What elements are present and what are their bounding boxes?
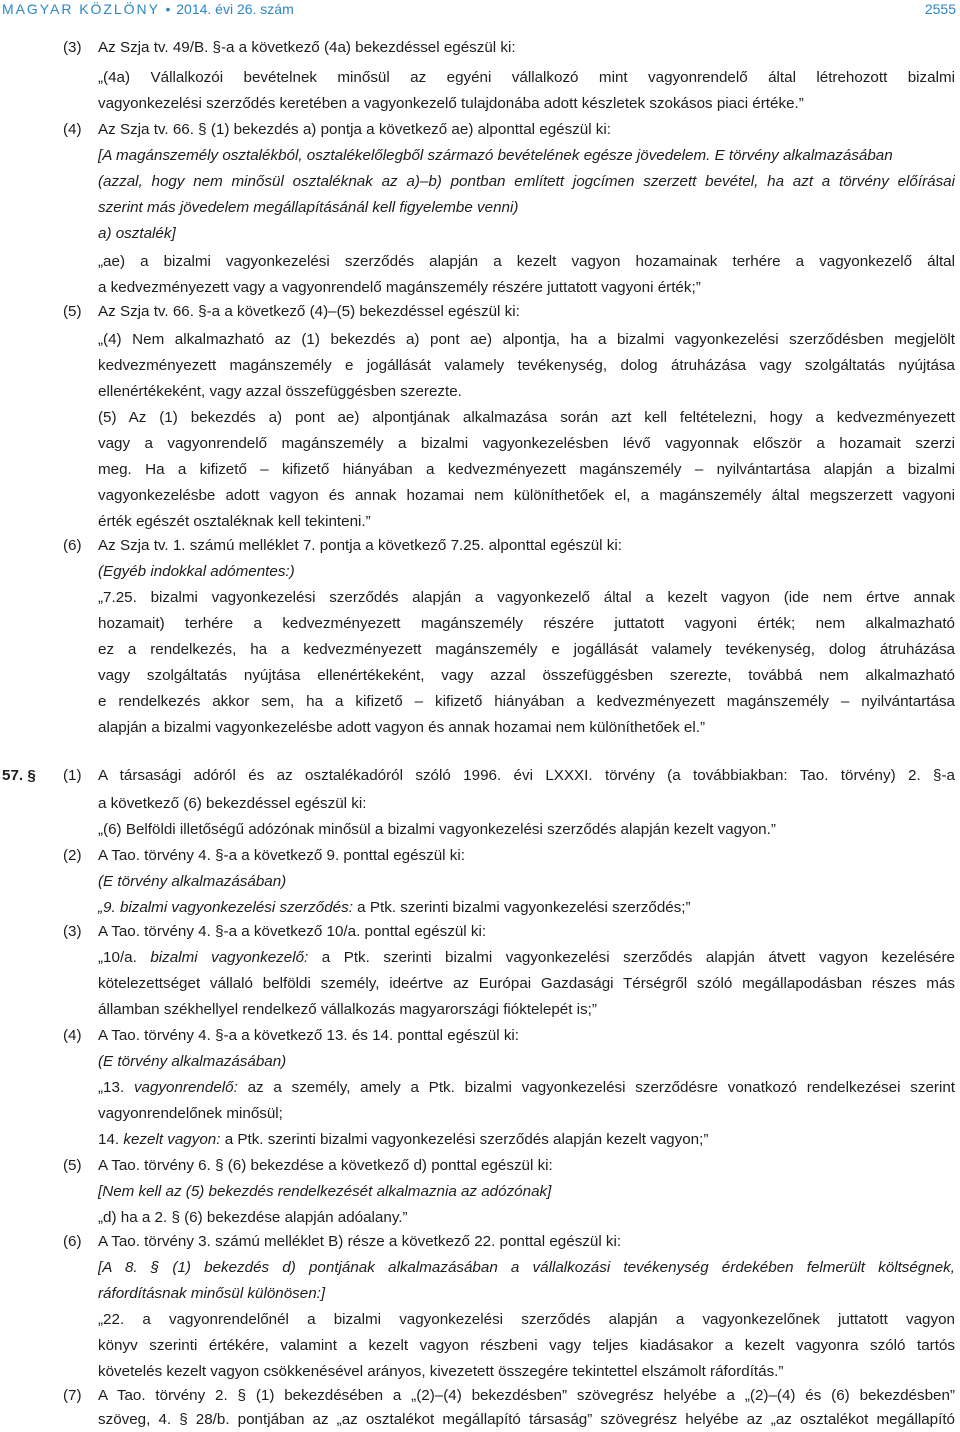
paragraph-intro: a következő (6) bekezdéssel egészül ki: — [98, 795, 367, 812]
amendment-text: ellenértékeként, vagy azzal összefüggésben szerezte. — [98, 383, 462, 400]
amendment-text: vagy a vagyonrendelő magánszemély a bizalmi vagyonkezelésben lévő vagyonnak először a hozamait szerzi — [98, 435, 955, 452]
paragraph-number: (5) — [63, 1157, 82, 1174]
paragraph-intro: A Tao. törvény 3. számú melléklet B) része a következő 22. ponttal egészül ki: — [98, 1233, 622, 1250]
amendment-text: „d) ha a 2. § (6) bekezdése alapján adóalany.” — [98, 1209, 408, 1226]
amendment-text: ez a rendelkezés, ha a kedvezményezett magánszemély e jogállását valamely tevékenység, dolog átruházása — [98, 641, 955, 658]
amendment-text: „22. a vagyonrendelőnél a bizalmi vagyonkezelési szerződés alapján a vagyonkezelőnek juttatott vagyon — [98, 1311, 955, 1328]
context-text: szerint más jövedelem megállapításánál kell figyelembe venni) — [98, 199, 519, 216]
amendment-text: meg. Ha a kifizető – kifizető hiányában a kedvezményezett magánszemély – nyilvántartása alapján a bizalmi — [98, 461, 955, 478]
paragraph-number: (4) — [63, 1027, 82, 1044]
amendment-text: vagy szolgáltatás nyújtása ellenértékeként, vagy azzal összefüggésben szerezte, továbbá nem alkalmazható — [98, 667, 955, 684]
paragraph-number: (1) — [63, 767, 82, 784]
amendment-text: államban székhellyel rendelkező vállalkozás magyarországi fióktelepét is;” — [98, 1001, 597, 1018]
amendment-text: kötelezettséget vállaló belföldi személy, ideértve az Európai Gazdasági Térségről szóló megállapodásban részes más — [98, 975, 955, 992]
paragraph-intro: szöveg, 4. § 28/b. pontjában az „az osztalékot megállapító társaság” szövegrész helyébe az „az osztalékot megállapító — [98, 1411, 955, 1428]
amendment-text: vagyonkezelési szerződés keretében a vagyonkezelő tulajdonába adott készletek szokásos piaci értéke.” — [98, 95, 804, 112]
amendment-text: a kedvezményezett vagy a vagyonrendelő magánszemély részére juttatott vagyoni érték;” — [98, 279, 701, 296]
paragraph-number: (6) — [63, 537, 82, 554]
paragraph-intro: Az Szja tv. 1. számú melléklet 7. pontja a következő 7.25. alponttal egészül ki: — [98, 537, 622, 554]
paragraph-number: (3) — [63, 39, 82, 56]
paragraph-intro: A társasági adóról és az osztalékadóról szóló 1996. évi LXXXI. törvény (a továbbiakban: Tao. törvény) 2. §-a — [98, 767, 955, 784]
page-number: 2555 — [924, 1, 956, 17]
amendment-text: „13. vagyonrendelő: az a személy, amely a Ptk. bizalmi vagyonkezelési szerződésre vonatkozó rendelkezései szerint — [98, 1079, 955, 1096]
amendment-text: „10/a. bizalmi vagyonkezelő: a Ptk. szerinti bizalmi vagyonkezelési szerződés alapján átvett vagyon kezelésére — [98, 949, 955, 966]
amendment-text: e rendelkezés akkor sem, ha a kifizető – kifizető hiányában a kedvezményezett magánszemély – nyilvántartása — [98, 693, 955, 710]
context-text: (E törvény alkalmazásában) — [98, 873, 287, 890]
amendment-text: vagyonrendelőnek minősül; — [98, 1105, 283, 1122]
paragraph-intro: Az Szja tv. 66. §-a a következő (4)–(5) bekezdéssel egészül ki: — [98, 303, 520, 320]
amendment-text: érték egészét osztaléknak kell tekinteni.” — [98, 513, 371, 530]
context-text: [A magánszemély osztalékból, osztalékelőlegből származó bevételének egésze jövedelem. E törvény alkalmazásában — [98, 147, 893, 164]
amendment-text: kedvezményezett magánszemély e jogállását valamely tevékenység, dolog átruházása vagy szolgáltatás nyújtása — [98, 357, 955, 374]
amendment-text: 14. kezelt vagyon: a Ptk. szerinti bizalmi vagyonkezelési szerződés alapján kezelt vagyon;” — [98, 1131, 709, 1148]
amendment-text: „7.25. bizalmi vagyonkezelési szerződés alapján a vagyonkezelő által a kezelt vagyon (ide nem értve annak — [98, 589, 955, 606]
paragraph-intro: A Tao. törvény 4. §-a a következő 9. ponttal egészül ki: — [98, 847, 465, 864]
paragraph-number: (3) — [63, 923, 82, 940]
paragraph-number: (4) — [63, 121, 82, 138]
context-text: (azzal, hogy nem minősül osztaléknak az a)–b) pontban említett jogcímen szerzett bevétel, ha azt a törvény előírásai — [98, 173, 955, 190]
amendment-text: alapján a bizalmi vagyonkezelésbe adott vagyon és annak hozamai nem különíthetőek el.” — [98, 719, 706, 736]
paragraph-number: (2) — [63, 847, 82, 864]
amendment-text: könyv szerinti értékére, valamint a kezelt vagyon részbeni vagy teljes kiadásakor a kezelt vagyonra szóló tartós — [98, 1337, 955, 1354]
paragraph-intro: Az Szja tv. 66. § (1) bekezdés a) pontja a következő ae) alponttal egészül ki: — [98, 121, 611, 138]
amendment-text: „ae) a bizalmi vagyonkezelési szerződés alapján a kezelt vagyon hozamainak terhére a vagyonkezelő által — [98, 253, 955, 270]
amendment-text: „(6) Belföldi illetőségű adózónak minősül a bizalmi vagyonkezelési szerződés alapján kezelt vagyon.” — [98, 821, 776, 838]
context-text: ráfordításnak minősül különösen:] — [98, 1285, 326, 1302]
amendment-text: (5) Az (1) bekezdés a) pont ae) alpontjának alkalmazása során azt kell feltételezni, hogy a kedvezményezett — [98, 409, 955, 426]
context-text: [Nem kell az (5) bekezdés rendelkezését alkalmaznia az adózónak] — [98, 1183, 552, 1200]
paragraph-intro: A Tao. törvény 2. § (1) bekezdésében a „(2)–(4) bekezdésben” szövegrész helyébe a „(2)–(4) és (6) bekezdésben” — [98, 1387, 955, 1404]
amendment-text: hozamait) terhére a kedvezményezett magánszemély részére juttatott vagyoni érték; nem alkalmazható — [98, 615, 955, 632]
amendment-text: „(4a) Vállalkozói bevételnek minősül az egyéni vállalkozó mint vagyonrendelő által létrehozott bizalmi — [98, 69, 955, 86]
paragraph-number: (7) — [63, 1387, 82, 1404]
amendment-text: „9. bizalmi vagyonkezelési szerződés: a Ptk. szerinti bizalmi vagyonkezelési szerződés;” — [98, 899, 691, 916]
context-text: a) osztalék] — [98, 225, 176, 242]
amendment-text: követelés kezelt vagyon csökkenésével arányos, kivezetett összegére tekintettel elszámolt ráfordítás.” — [98, 1363, 784, 1380]
amendment-text: „(4) Nem alkalmazható az (1) bekezdés a) pont ae) alpontja, ha a bizalmi vagyonkezelési szerződésben megjelölt — [98, 331, 955, 348]
paragraph-number: (6) — [63, 1233, 82, 1250]
amendment-text: vagyonkezelésbe adott vagyon és annak hozamai nem különíthetőek el, a magánszemély által megszerzett vagyoni — [98, 487, 955, 504]
paragraph-intro: Az Szja tv. 49/B. §-a a következő (4a) bekezdéssel egészül ki: — [98, 39, 516, 56]
paragraph-intro: A Tao. törvény 6. § (6) bekezdése a következő d) ponttal egészül ki: — [98, 1157, 553, 1174]
paragraph-intro: A Tao. törvény 4. §-a a következő 13. és 14. ponttal egészül ki: — [98, 1027, 520, 1044]
section-number: 57. § — [2, 767, 36, 784]
context-text: (E törvény alkalmazásában) — [98, 1053, 287, 1070]
page-header — [0, 0, 960, 28]
paragraph-intro: A Tao. törvény 4. §-a a következő 10/a. ponttal egészül ki: — [98, 923, 487, 940]
paragraph-number: (5) — [63, 303, 82, 320]
journal-title: MAGYAR KÖZLÖNY • 2014. évi 26. szám — [2, 1, 294, 17]
context-text: [A 8. § (1) bekezdés d) pontjának alkalmazásában a vállalkozási tevékenység érdekében felmerült költségnek, — [98, 1259, 955, 1276]
context-text: (Egyéb indokkal adómentes:) — [98, 563, 295, 580]
